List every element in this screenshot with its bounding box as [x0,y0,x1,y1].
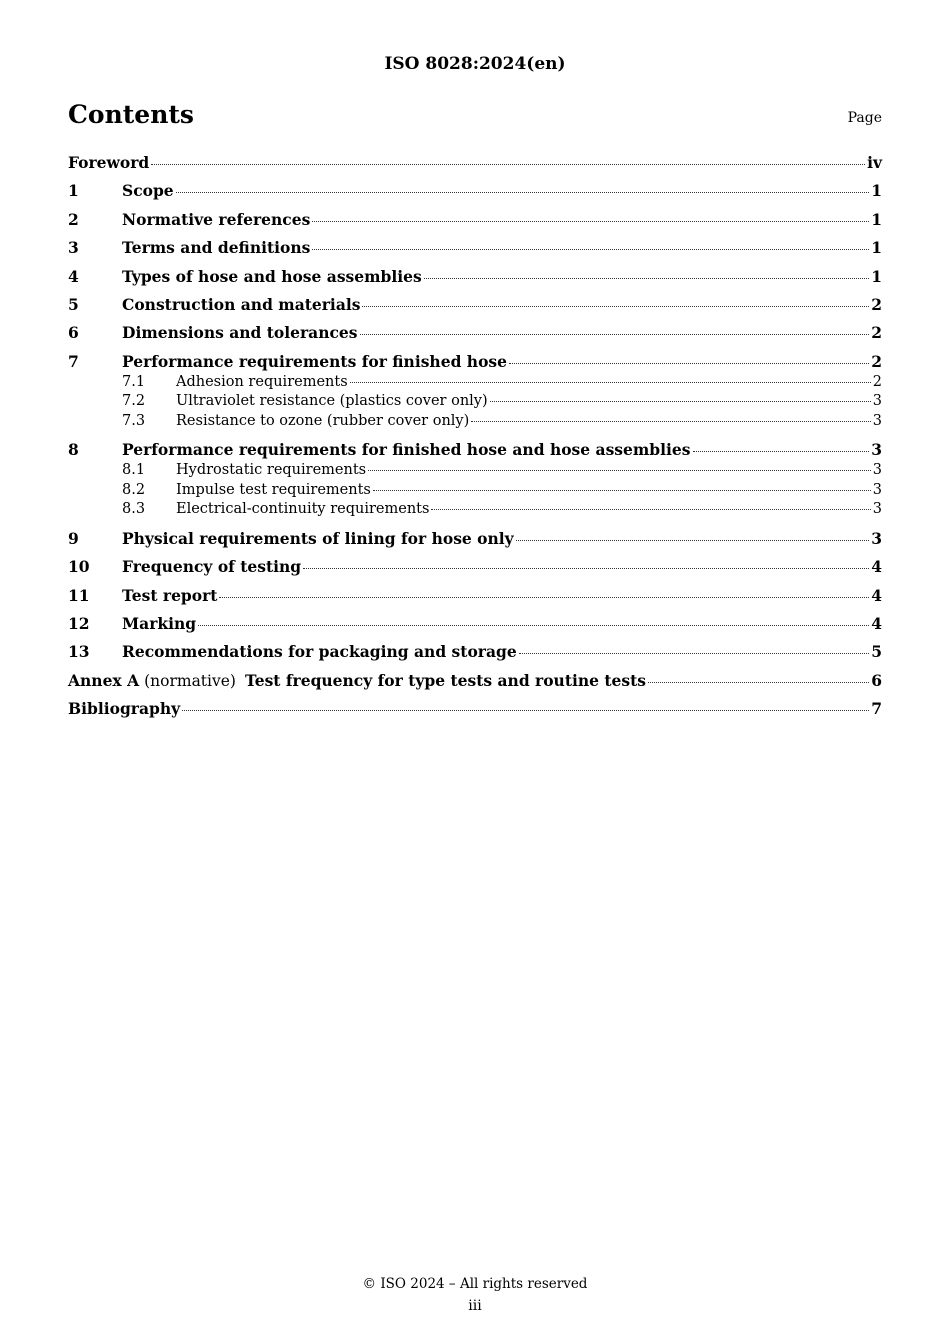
toc-entry-page: 7 [871,699,882,719]
toc-entry-page: 3 [872,501,882,518]
toc-entry-8-2[interactable] [68,482,882,502]
dot-leader [519,653,870,654]
page-number: iii [468,1298,482,1314]
toc-entry-7-1[interactable] [68,374,882,394]
toc-entry-page: 4 [871,557,882,577]
document-id-header: ISO 8028:2024(en) [384,54,566,74]
dot-leader [373,490,871,491]
toc-entry-page: 5 [871,642,882,662]
toc-entry-title: Bibliography [68,699,181,719]
toc-entry-number: 2 [68,209,79,229]
toc-entry-10[interactable] [68,557,882,579]
toc-entry-8-3[interactable] [68,501,882,521]
toc-entry-title: Test report [122,585,218,605]
toc-entry-number: 12 [68,613,90,633]
dot-leader [693,451,870,452]
toc-entry-number: 8.3 [122,501,146,518]
toc-entry-page: 1 [871,266,882,286]
toc-entry-page: 1 [871,181,882,201]
dot-leader [151,164,865,165]
toc-entry-page: iv [867,153,882,172]
toc-entry-title: Terms and definitions [122,238,311,258]
toc-entry-number: 7.3 [122,412,146,429]
dot-leader [471,421,871,422]
annex-label: Annex A [68,670,140,690]
toc-entry-page: 2 [871,351,882,371]
toc-entry-number: 10 [68,557,90,577]
toc-entry-number: 6 [68,323,79,343]
toc-entry-number: 1 [68,181,79,201]
toc-entry-number: 7.2 [122,393,146,410]
toc-entry-7-3[interactable] [68,413,882,433]
toc-entry-4[interactable] [68,267,882,289]
dot-leader [219,597,869,598]
dot-leader [198,625,869,626]
toc-entry-title: Recommendations for packaging and storage [122,642,517,662]
copyright-footer: © ISO 2024 – All rights reserved [362,1276,588,1292]
toc-entry-page: 3 [872,393,882,410]
toc-entry-title: Performance requirements for finished hose and hose assemblies [122,440,691,460]
toc-entry-title: Ultraviolet resistance (plastics cover only) [176,393,488,410]
toc-entry-7[interactable] [68,352,882,374]
toc-entry-number: 13 [68,642,90,662]
toc-entry-title: Marking [122,613,197,633]
toc-entry-number: 8.1 [122,462,146,479]
toc-entry-page: 3 [871,528,882,548]
dot-leader [431,509,870,510]
toc-entry-bibliography[interactable] [68,699,882,721]
toc-entry-number: 9 [68,528,79,548]
toc-entry-page: 4 [871,585,882,605]
toc-entry-page: 2 [872,373,882,390]
toc-entry-page: 3 [871,440,882,460]
toc-entry-title: Test frequency for type tests and routine tests [244,670,647,690]
toc-entry-title: Electrical-continuity requirements [176,501,430,518]
annex-type: (normative) [144,671,236,690]
toc-entry-8-1[interactable] [68,462,882,482]
toc-entry-9[interactable] [68,529,882,551]
dot-leader [424,278,869,279]
dot-leader [176,192,870,193]
toc-entry-number: 8 [68,440,79,460]
toc-entry-number: 7.1 [122,373,146,390]
toc-entry-3[interactable] [68,238,882,260]
dot-leader [312,249,869,250]
toc-entry-page: 3 [872,412,882,429]
dot-leader [368,470,871,471]
contents-heading: Contents [68,100,195,129]
toc-entry-title: Normative references [122,209,311,229]
dot-leader [350,382,871,383]
toc-entry-page: 4 [871,613,882,633]
toc-entry-page: 2 [871,294,882,314]
dot-leader [312,221,869,222]
toc-entry-title: Performance requirements for finished hose [122,351,507,371]
dot-leader [303,568,869,569]
toc-entry-number: 4 [68,266,79,286]
dot-leader [648,682,869,683]
dot-leader [182,710,869,711]
toc-entry-annex-a[interactable] [68,671,882,693]
dot-leader [509,363,869,364]
toc-entry-8[interactable] [68,440,882,462]
dot-leader [516,540,870,541]
toc-entry-title: Frequency of testing [122,557,302,577]
toc-entry-1[interactable] [68,181,882,203]
toc-entry-title: Hydrostatic requirements [176,462,367,479]
toc-entry-title: Dimensions and tolerances [122,323,358,343]
dot-leader [360,334,870,335]
toc-entry-page: 6 [871,670,882,690]
toc-entry-title: Physical requirements of lining for hose only [122,528,514,548]
toc-entry-number: 5 [68,294,79,314]
toc-entry-13[interactable] [68,642,882,664]
toc-entry-title: Adhesion requirements [176,373,348,390]
toc-entry-2[interactable] [68,210,882,232]
toc-entry-12[interactable] [68,614,882,636]
toc-entry-7-2[interactable] [68,393,882,413]
dot-leader [362,306,869,307]
toc-entry-title: Scope [122,181,174,201]
toc-entry-5[interactable] [68,295,882,317]
toc-entry-number: 7 [68,351,79,371]
toc-entry-title: Resistance to ozone (rubber cover only) [176,412,470,429]
toc-entry-page: 3 [872,481,882,498]
toc-entry-number: 3 [68,238,79,258]
toc-entry-page: 2 [871,323,882,343]
dot-leader [490,401,871,402]
toc-entry-title: Types of hose and hose assemblies [122,266,422,286]
toc-entry-6[interactable] [68,323,882,345]
table-of-contents [68,153,882,727]
toc-entry-page: 3 [872,462,882,479]
toc-entry-number: 11 [68,585,90,605]
toc-entry-page: 1 [871,209,882,229]
toc-entry-11[interactable] [68,586,882,608]
toc-entry-page: 1 [871,238,882,258]
toc-entry-foreword[interactable] [68,153,882,175]
toc-entry-title: Foreword [68,153,150,172]
toc-entry-number: 8.2 [122,481,146,498]
toc-entry-title: Construction and materials [122,294,361,314]
toc-entry-title: Impulse test requirements [176,481,371,498]
page-column-label: Page [847,110,882,126]
